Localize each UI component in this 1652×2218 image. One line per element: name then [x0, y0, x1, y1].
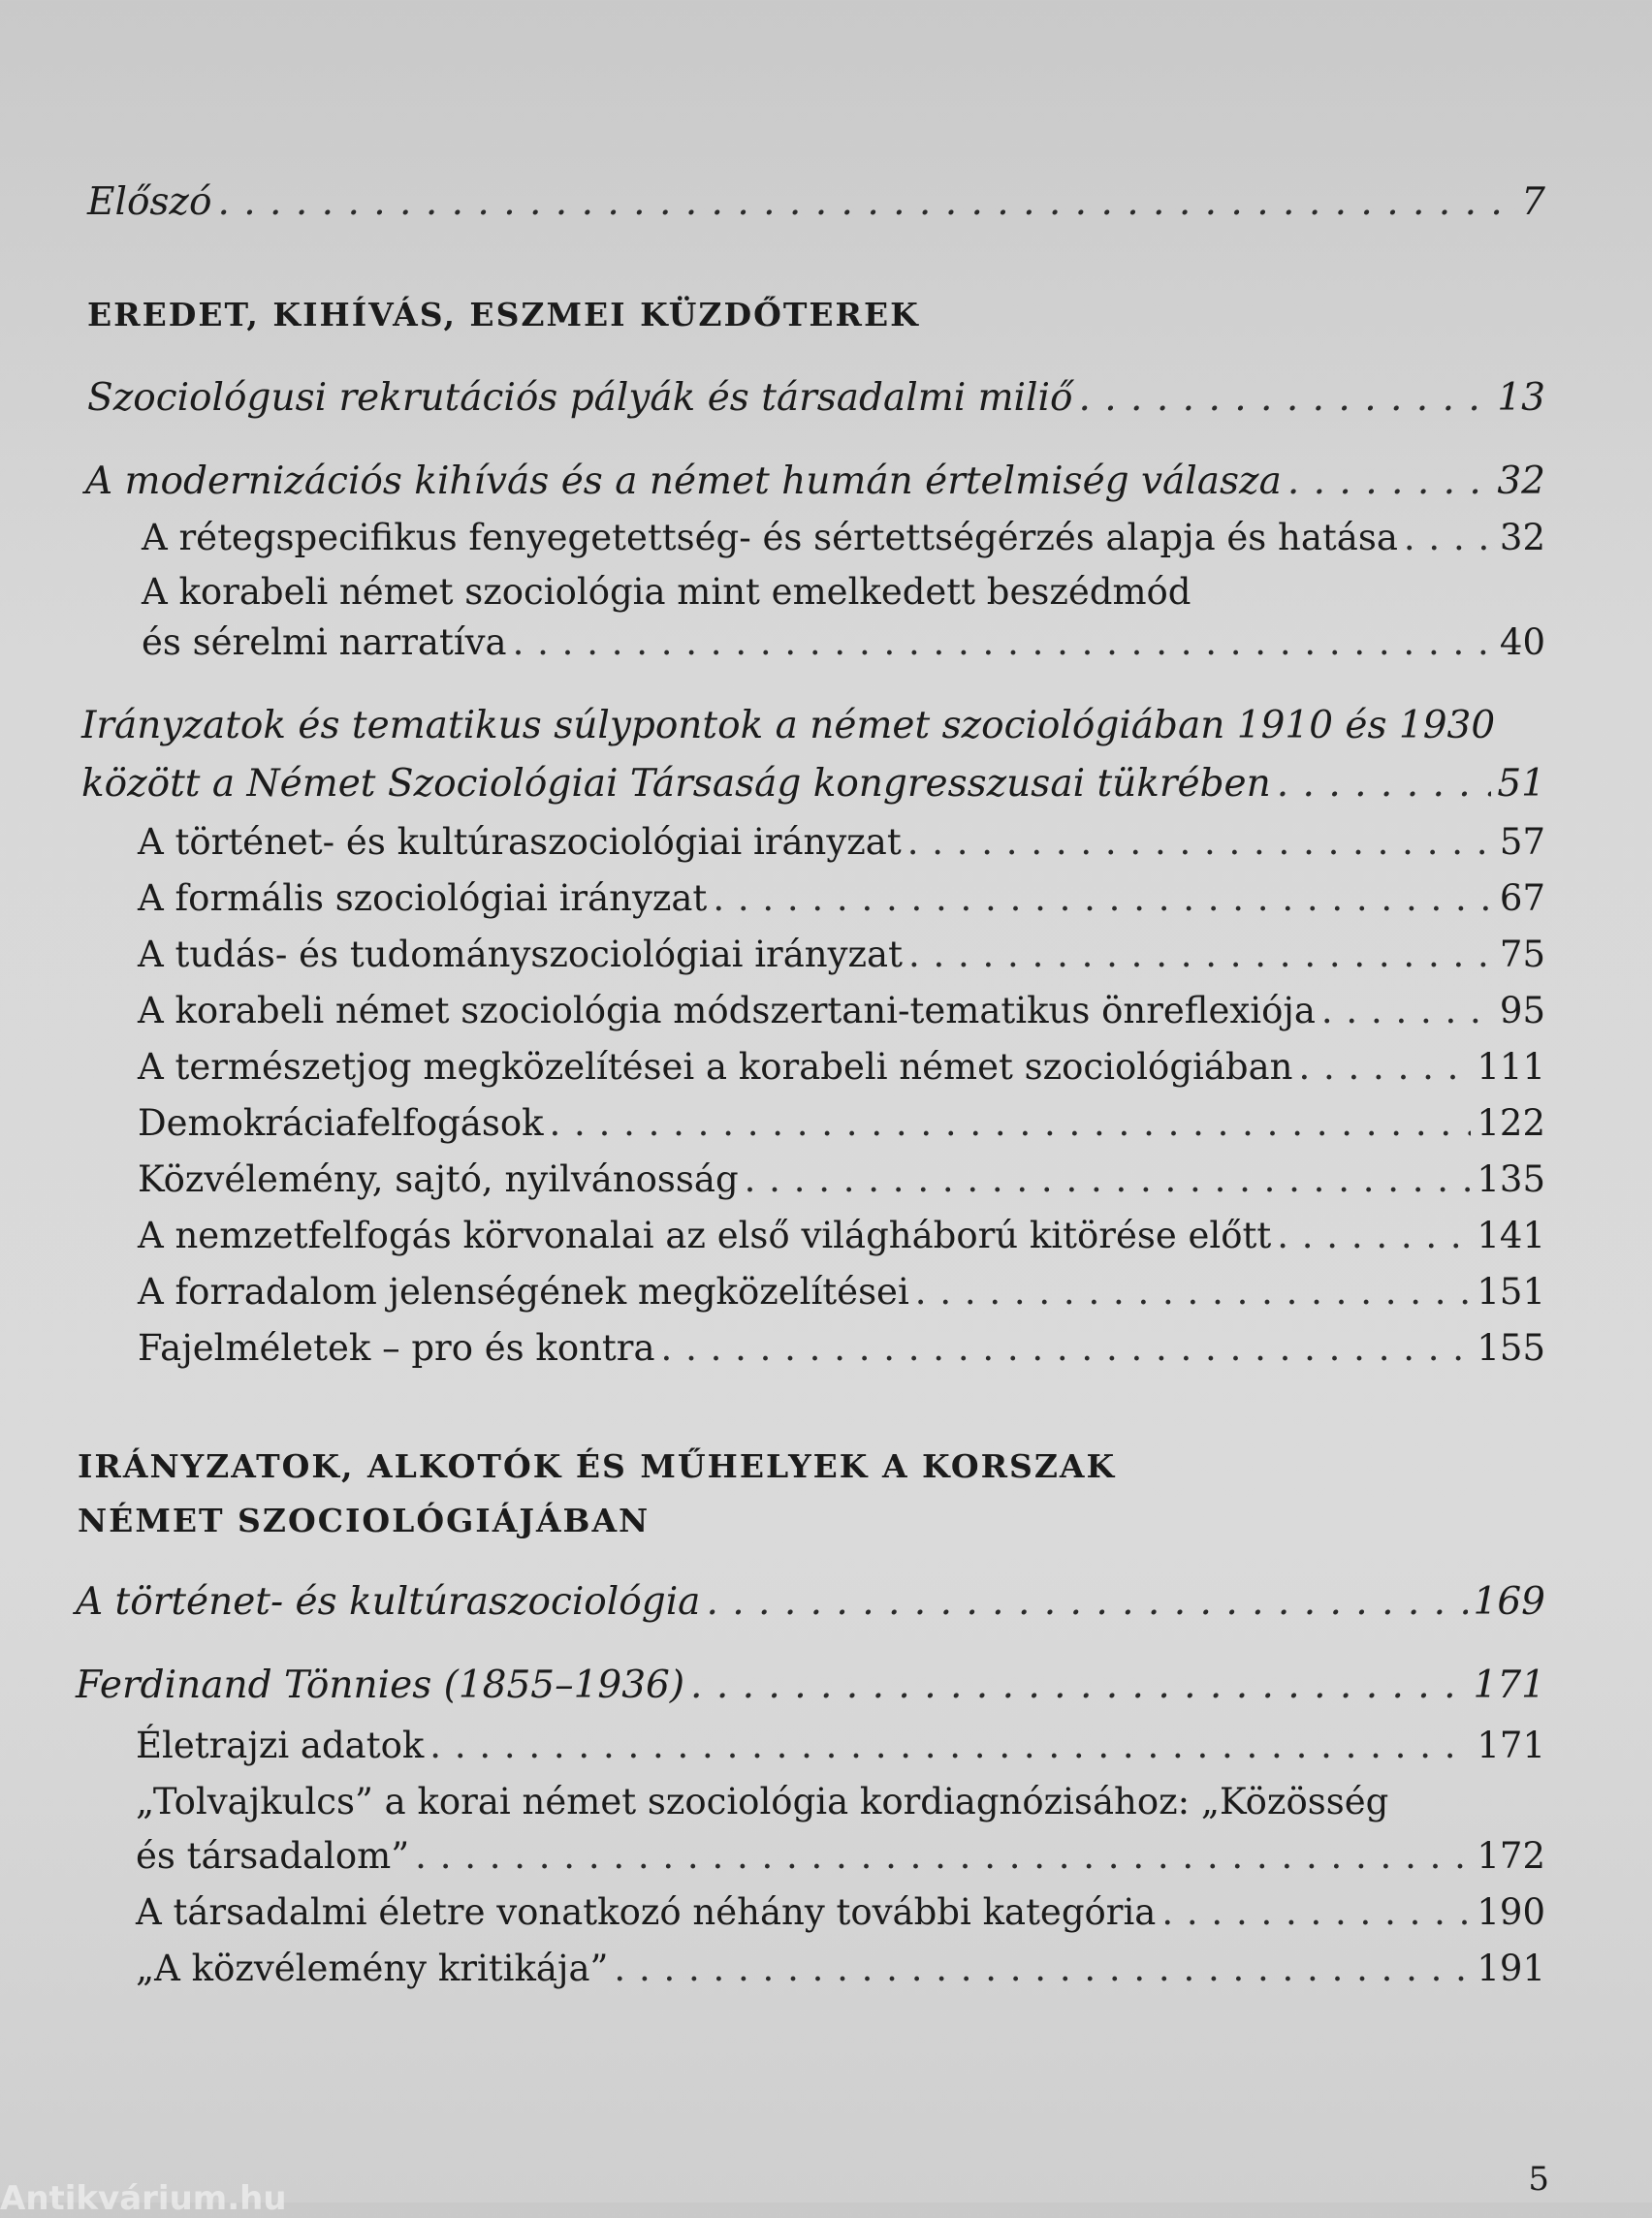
toc-title: A modernizációs kihívás és a német humán értelmiség válasza: [85, 459, 1282, 503]
leader-dots: [713, 876, 1494, 921]
toc-subsection-line1: A korabeli német szociológia mint emelkedett beszédmód: [142, 571, 1191, 613]
toc-chapter-line1: Irányzatok és tematikus súlypontok a német szociológiában 1910 és 1930: [81, 704, 1496, 747]
toc-title: A korabeli német szociológia módszertani-tematikus önreflexiója: [138, 990, 1316, 1031]
toc-entry-foreword: [87, 180, 1545, 225]
toc-entry-subsection: [136, 1890, 1545, 1935]
toc-page-number: 171: [1473, 1664, 1545, 1707]
toc-entry-subsection: [138, 989, 1545, 1033]
leader-dots: [745, 1157, 1472, 1202]
toc-page-number: 141: [1477, 1215, 1545, 1256]
leader-dots: [1277, 1214, 1471, 1258]
toc-title: A természetjog megközelítései a korabeli német szociológiában: [138, 1046, 1293, 1088]
toc-title: Közvélemény, sajtó, nyilvánosság: [138, 1158, 739, 1200]
toc-entry-subsection: [138, 1045, 1545, 1090]
leader-dots: [915, 1270, 1472, 1315]
toc-title: A rétegspecifikus fenyegetettség- és sértettségérzés alapja és hatása: [142, 517, 1398, 558]
leader-dots: [908, 933, 1494, 977]
leader-dots: [415, 1834, 1471, 1879]
toc-page-number: 191: [1477, 1948, 1545, 1989]
toc-title: Szociológusi rekrutációs pályák és társadalmi miliő: [87, 376, 1073, 420]
toc-entry-subsection: [138, 876, 1545, 921]
toc-page-number: 190: [1477, 1891, 1545, 1933]
page-number: 5: [1528, 2160, 1549, 2199]
toc-entry-subsection: [138, 933, 1545, 977]
toc-title: között a Német Szociológiai Társaság kongresszusai tükrében: [81, 762, 1271, 806]
toc-entry-subsection: [138, 1326, 1545, 1371]
toc-title: A tudás- és tudományszociológiai irányzat: [138, 934, 903, 975]
toc-entry-subsection: [138, 1214, 1545, 1258]
section-heading-2-line1: IRÁNYZATOK, ALKOTÓK ÉS MŰHELYEK A KORSZAK: [78, 1447, 1117, 1485]
toc-entry-subsection: [138, 1270, 1545, 1315]
toc-entry-subsection: [142, 620, 1545, 665]
leader-dots: [614, 1947, 1471, 1991]
toc-title: A történet- és kultúraszociológia: [76, 1580, 701, 1624]
leader-dots: [1321, 989, 1494, 1033]
leader-dots: [907, 820, 1494, 865]
leader-dots: [690, 1664, 1468, 1708]
toc-page-number: 151: [1477, 1271, 1545, 1313]
toc-page-number: 51: [1497, 762, 1545, 806]
toc-page-number: 75: [1499, 934, 1545, 975]
leader-dots: [550, 1101, 1472, 1146]
toc-page-number: 122: [1477, 1102, 1545, 1144]
toc-title: A formális szociológiai irányzat: [138, 877, 708, 919]
leader-dots: [429, 1724, 1471, 1768]
toc-title: Fajelméletek – pro és kontra: [138, 1327, 655, 1369]
toc-page-number: 13: [1497, 376, 1545, 420]
leader-dots: [1298, 1045, 1471, 1090]
toc-page-number: 57: [1499, 821, 1545, 863]
section-heading-1: EREDET, KIHÍVÁS, ESZMEI KÜZDŐTEREK: [87, 296, 920, 333]
toc-page-number: 155: [1477, 1327, 1545, 1369]
toc-entry-subsection: [136, 1947, 1545, 1991]
leader-dots: [217, 180, 1515, 225]
toc-title: Ferdinand Tönnies (1855–1936): [76, 1664, 685, 1707]
leader-dots: [1078, 376, 1491, 421]
toc-page-number: 40: [1499, 621, 1545, 663]
toc-page-number: 95: [1499, 990, 1545, 1031]
section-heading-2-line2: NÉMET SZOCIOLÓGIÁJÁBAN: [78, 1502, 651, 1539]
toc-entry-chapter: [85, 459, 1545, 504]
watermark-logo: Antikvárium.hu: [0, 2179, 287, 2218]
toc-entry-subsection: [142, 516, 1545, 560]
toc-entry-subsection: [136, 1834, 1545, 1879]
toc-title: Életrajzi adatok: [136, 1725, 425, 1766]
toc-title: A forradalom jelenségének megközelítései: [138, 1271, 909, 1313]
toc-title: „A közvélemény kritikája”: [136, 1948, 609, 1989]
toc-title: A társadalmi életre vonatkozó néhány további kategória: [136, 1891, 1157, 1933]
toc-entry-subsection: [138, 1101, 1545, 1146]
toc-subsection-line1: „Tolvajkulcs” a korai német szociológia kordiagnózisához: „Közösség: [136, 1781, 1389, 1822]
leader-dots: [706, 1580, 1467, 1625]
toc-page-number: 7: [1521, 180, 1545, 224]
toc-title: A történet- és kultúraszociológiai irányzat: [138, 821, 902, 863]
toc-title: és sérelmi narratíva: [142, 621, 507, 663]
toc-page-number: 67: [1499, 877, 1545, 919]
leader-dots: [513, 620, 1494, 665]
toc-title: Demokráciafelfogások: [138, 1102, 544, 1144]
leader-dots: [1404, 516, 1494, 560]
toc-entry-subsection: [138, 820, 1545, 865]
toc-page-number: 135: [1477, 1158, 1545, 1200]
toc-title: Előszó: [87, 180, 212, 224]
toc-entry-subsection: [136, 1724, 1545, 1768]
leader-dots: [1287, 459, 1492, 504]
toc-page-number: 169: [1473, 1580, 1545, 1624]
toc-page-number: 171: [1477, 1725, 1545, 1766]
toc-page-number: 172: [1477, 1835, 1545, 1877]
leader-dots: [1277, 762, 1492, 807]
leader-dots: [661, 1326, 1472, 1371]
toc-entry-subsection: [138, 1157, 1545, 1202]
toc-page-number: 32: [1499, 517, 1545, 558]
toc-title: és társadalom”: [136, 1835, 410, 1877]
toc-entry-chapter: [81, 762, 1545, 807]
toc-page-number: 111: [1477, 1046, 1545, 1088]
toc-title: A nemzetfelfogás körvonalai az első világháború kitörése előtt: [138, 1215, 1272, 1256]
toc-page-number: 32: [1497, 459, 1545, 503]
toc-entry-chapter: [76, 1580, 1545, 1625]
toc-entry-chapter: [87, 376, 1545, 421]
leader-dots: [1161, 1890, 1471, 1935]
toc-entry-chapter: [76, 1664, 1545, 1708]
